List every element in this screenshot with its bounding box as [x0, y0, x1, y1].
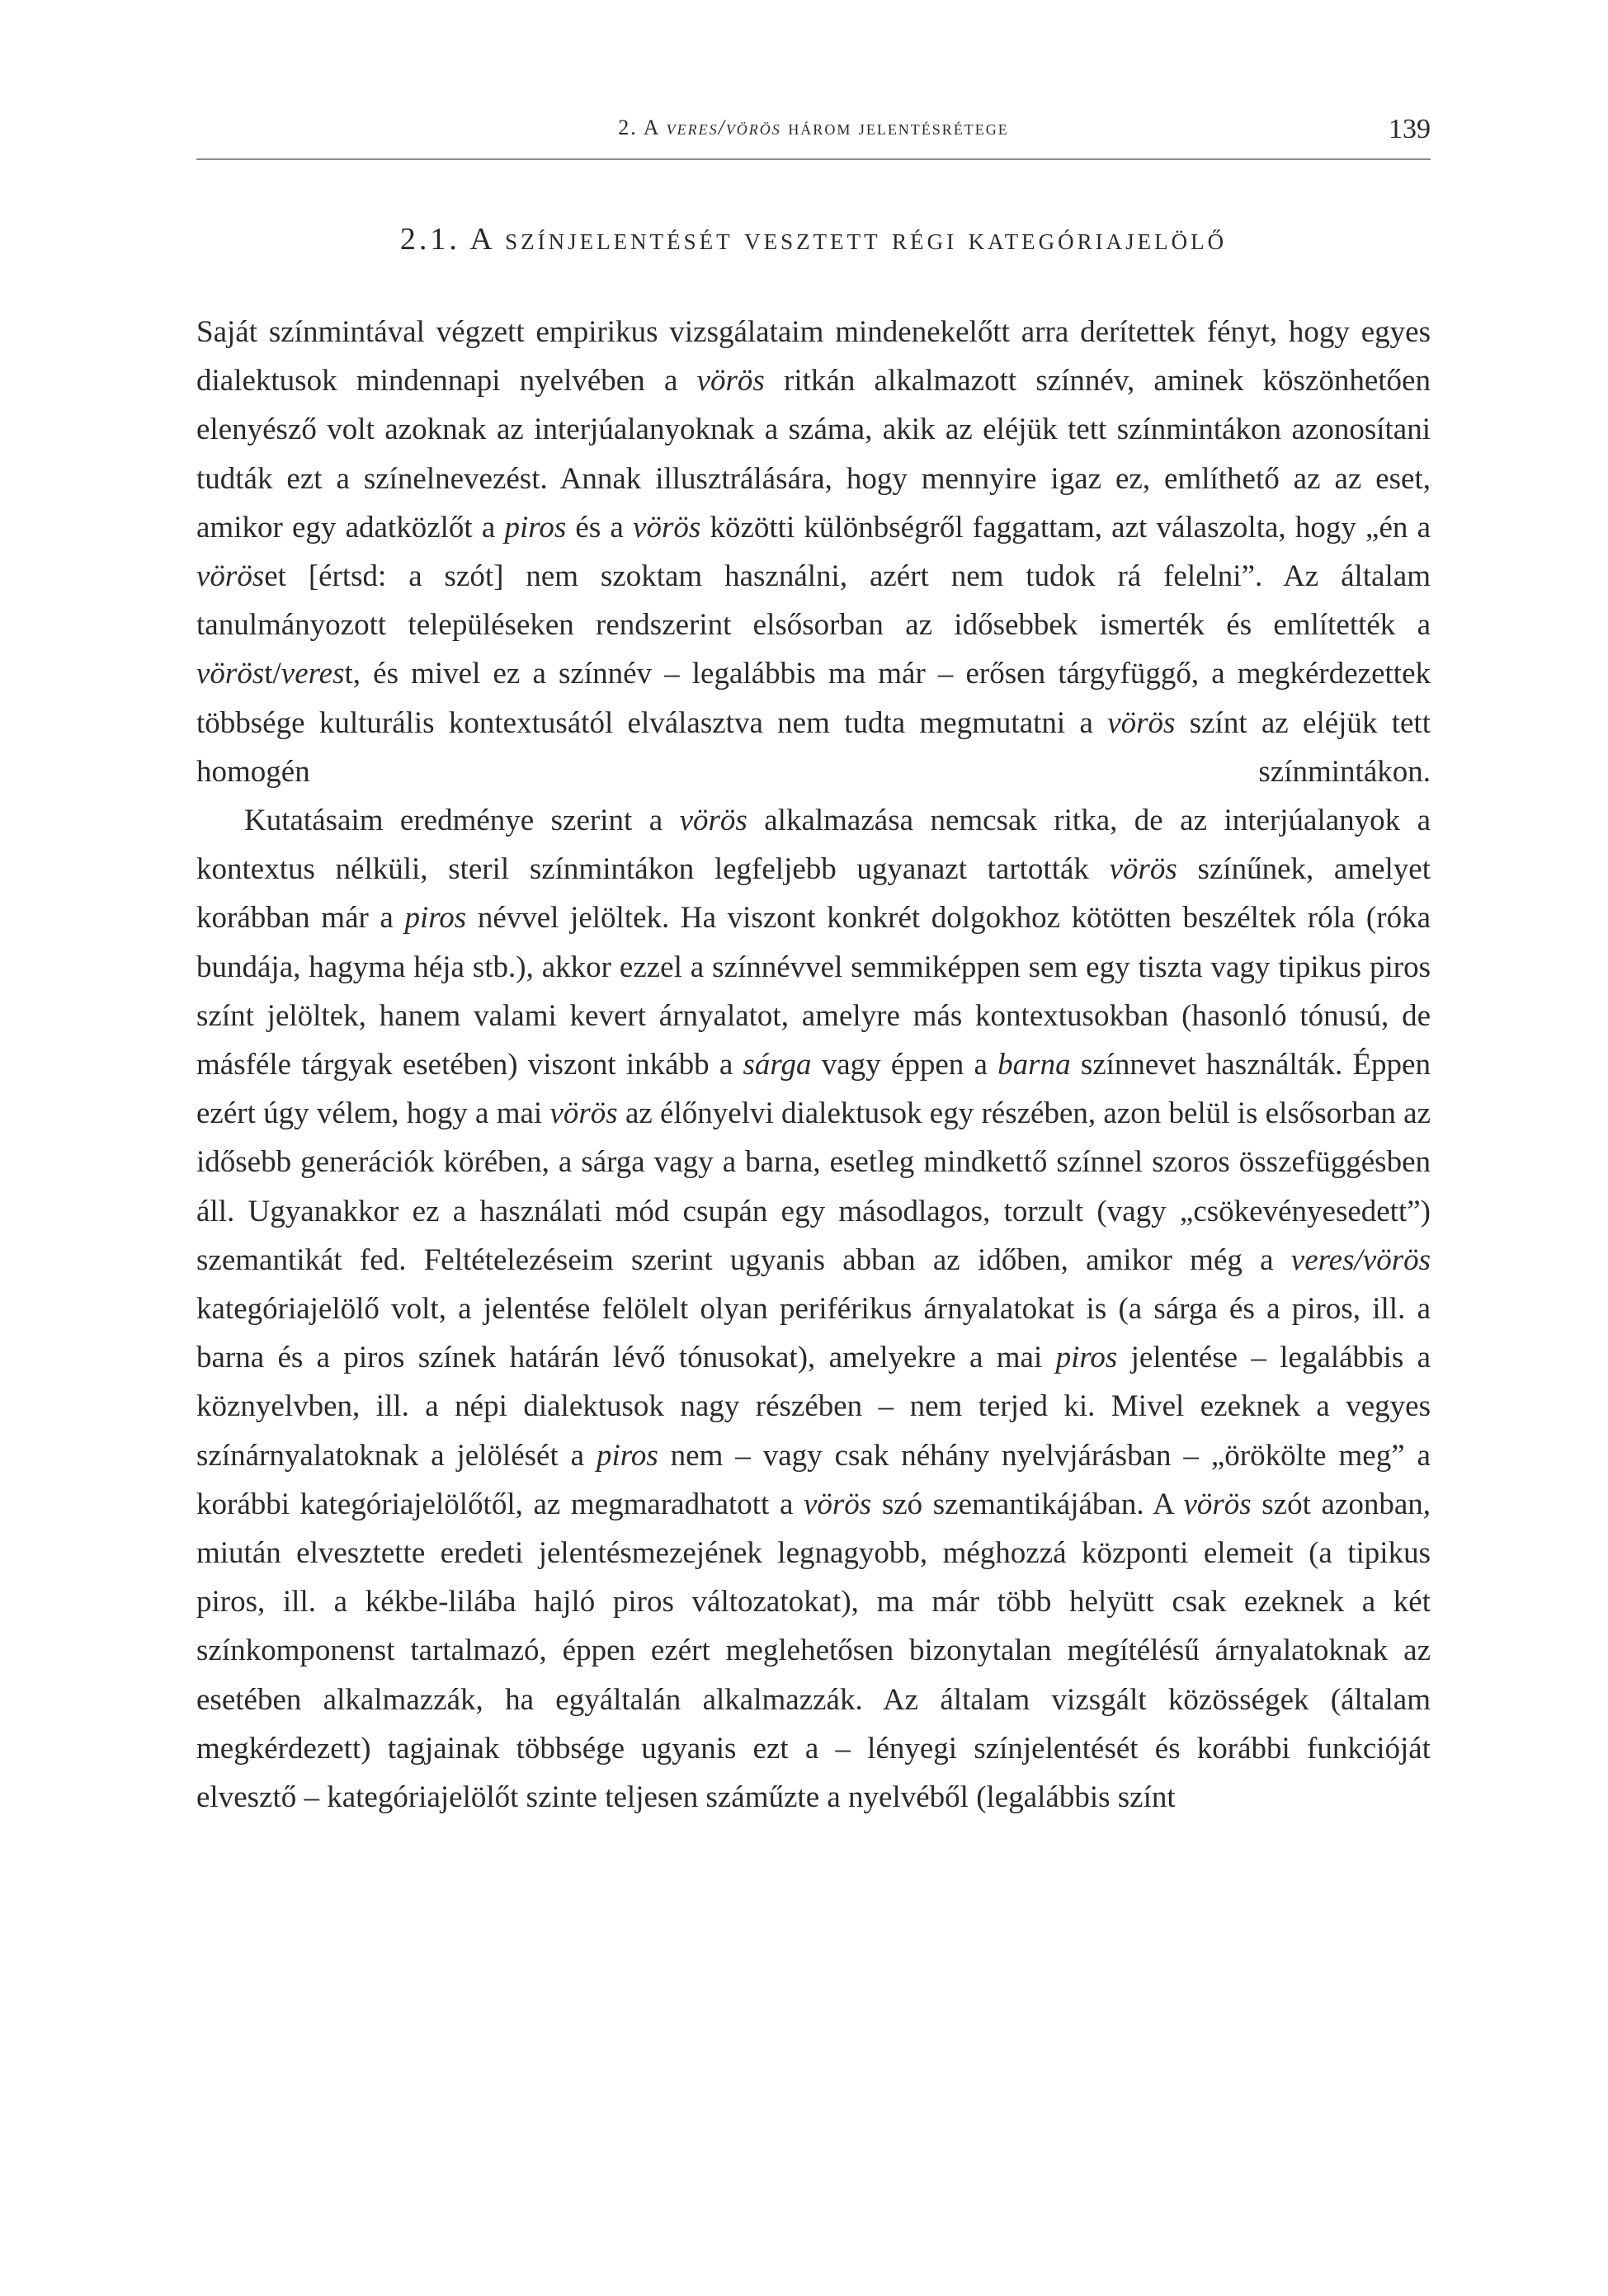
italic-term: barna: [997, 1048, 1071, 1082]
italic-term: vörös: [196, 657, 265, 691]
text-run: t/: [264, 657, 281, 691]
text-run: nem – vagy csak néhány nyelvjárásban – „örökölte meg” a korábbi kategóriajelölőtől, az megmaradhatott a: [196, 1438, 1431, 1521]
text-run: színűnek, amelyet korábban már a: [196, 852, 1431, 936]
section-heading: 2.1. A színjelentését vesztett régi kategóriajelölő: [399, 222, 1228, 257]
text-run: et [értsd: a szót] nem szoktam használni, azért nem tudok rá felelni”. Az általam tanulmányozott településeken rendszerint elsősorban az idősebbek ismerték és említették a: [196, 559, 1431, 643]
italic-term: piros: [597, 1438, 658, 1473]
italic-term: piros: [404, 901, 467, 936]
italic-term: sárga: [743, 1048, 812, 1082]
text-run: jelentése – legalábbis a köznyelvben, ill. a népi dialektusok nagy részében – nem terjed ki. Mivel ezeknek a vegyes színárnyalatoknak a jelölését a: [196, 1341, 1431, 1473]
italic-term: vörös: [196, 559, 265, 594]
text-run: ritkán alkalmazott színnév, aminek köszönhetően elenyésző volt azoknak az interjúalanyoknak a száma, akik az eléjük tett színmintákon azonosítani tudták ezt a színelnevezést. Annak illusztrálására, hogy mennyire igaz ez, említhető az az eset, amikor egy adatközlőt a: [196, 364, 1431, 545]
text-run: Saját színmintával végzett empirikus vizsgálataim mindenekelőtt arra derítettek fényt, hogy egyes dialektusok mindennapi nyelvében a: [196, 315, 1431, 398]
italic-term: vörös: [633, 510, 701, 545]
text-run: közötti különbségről faggattam, azt válaszolta, hogy „én a: [700, 510, 1431, 545]
text-run: és a: [566, 510, 634, 545]
text-run: Kutatásaim eredménye szerint a: [244, 804, 680, 838]
page-number: 139: [1389, 114, 1431, 144]
running-header: [196, 111, 1431, 160]
italic-term: piros: [1055, 1341, 1118, 1375]
body-text: [196, 308, 1431, 1822]
italic-term: vörös: [549, 1096, 618, 1131]
running-title-prefix: 2. A: [618, 116, 667, 139]
text-run: t, és mivel ez a színnév – legalábbis ma már – erősen tárgyfüggő, a megkérdezettek többsége kulturális kontextusától elválasztva nem tudta megmutatni a: [196, 657, 1431, 740]
running-title-italic: veres/vörös: [666, 116, 781, 139]
text-run: színt az eléjük tett homogén színmintákon.: [196, 705, 1431, 789]
italic-term: vörös: [696, 364, 765, 398]
paragraph-2: [196, 796, 1431, 1822]
text-run: az élőnyelvi dialektusok egy részében, azon belül is elsősorban az idősebb generációk körében, a sárga vagy a barna, esetleg mindkettő színnel szoros összefüggésben áll. Ugyanakkor ez a használati mód csupán egy másodlagos, torzult (vagy „csökevényesedett”) szemantikát fed. Feltételezéseim szerint ugyanis abban az időben, amikor még a: [196, 1096, 1431, 1277]
text-run: szót azonban, miután elvesztette eredeti jelentésmezejének legnagyobb, méghozzá központi elemeit (a tipikus piros, ill. a kékbe-lilába hajló piros változatokat), ma már több helyütt csak ezeknek a két színkomponenst tartalmazó, éppen ezért meglehetősen bizonytalan megítélésű árnyalatoknak az esetében alkalmazzák, ha egyáltalán alkalmazzák. Az általam vizsgált közösségek (általam megkérdezett) tagjainak többsége ugyanis ezt a – lényegi színjelentését és korábbi funkcióját elvesztő – kategóriajelölőt szinte teljesen száműzte a nyelvéből (legalábbis színt: [196, 1487, 1431, 1815]
italic-term: piros: [504, 510, 567, 545]
italic-term: veres: [281, 657, 345, 691]
running-title-suffix: három jelentésrétege: [780, 116, 1009, 139]
italic-term: vörös: [1183, 1487, 1252, 1521]
running-title: [196, 116, 1431, 140]
italic-term: vörös: [1107, 705, 1176, 740]
italic-term: veres/vörös: [1290, 1242, 1431, 1277]
text-run: névvel jelöltek. Ha viszont konkrét dolgokhoz kötötten beszéltek róla (róka bundája, hagyma héja stb.), akkor ezzel a színnévvel semmiképpen sem egy tiszta vagy tipikus piros színt jelöltek, hanem valami kevert árnyalatot, amelyre más kontextusokban (hasonló tónusú, de másféle tárgyak esetében) viszont inkább a: [196, 901, 1431, 1082]
text-run: vagy éppen a: [811, 1048, 998, 1082]
italic-term: vörös: [803, 1487, 872, 1521]
text-run: színnevet használták. Éppen ezért úgy vélem, hogy a mai: [196, 1048, 1431, 1131]
italic-term: vörös: [1109, 852, 1177, 887]
text-run: szó szemantikájában. A: [871, 1487, 1184, 1521]
paragraph-1: [196, 308, 1431, 796]
text-run: kategóriajelölő volt, a jelentése felölelt olyan periférikus árnyalatokat is (a sárga és a piros, ill. a barna és a piros színek határán lévő tónusokat), amelyekre a mai: [196, 1292, 1431, 1375]
italic-term: vörös: [679, 804, 747, 838]
text-run: alkalmazása nemcsak ritka, de az interjúalanyok a kontextus nélküli, steril színmintákon legfeljebb ugyanazt tartották: [196, 804, 1431, 887]
